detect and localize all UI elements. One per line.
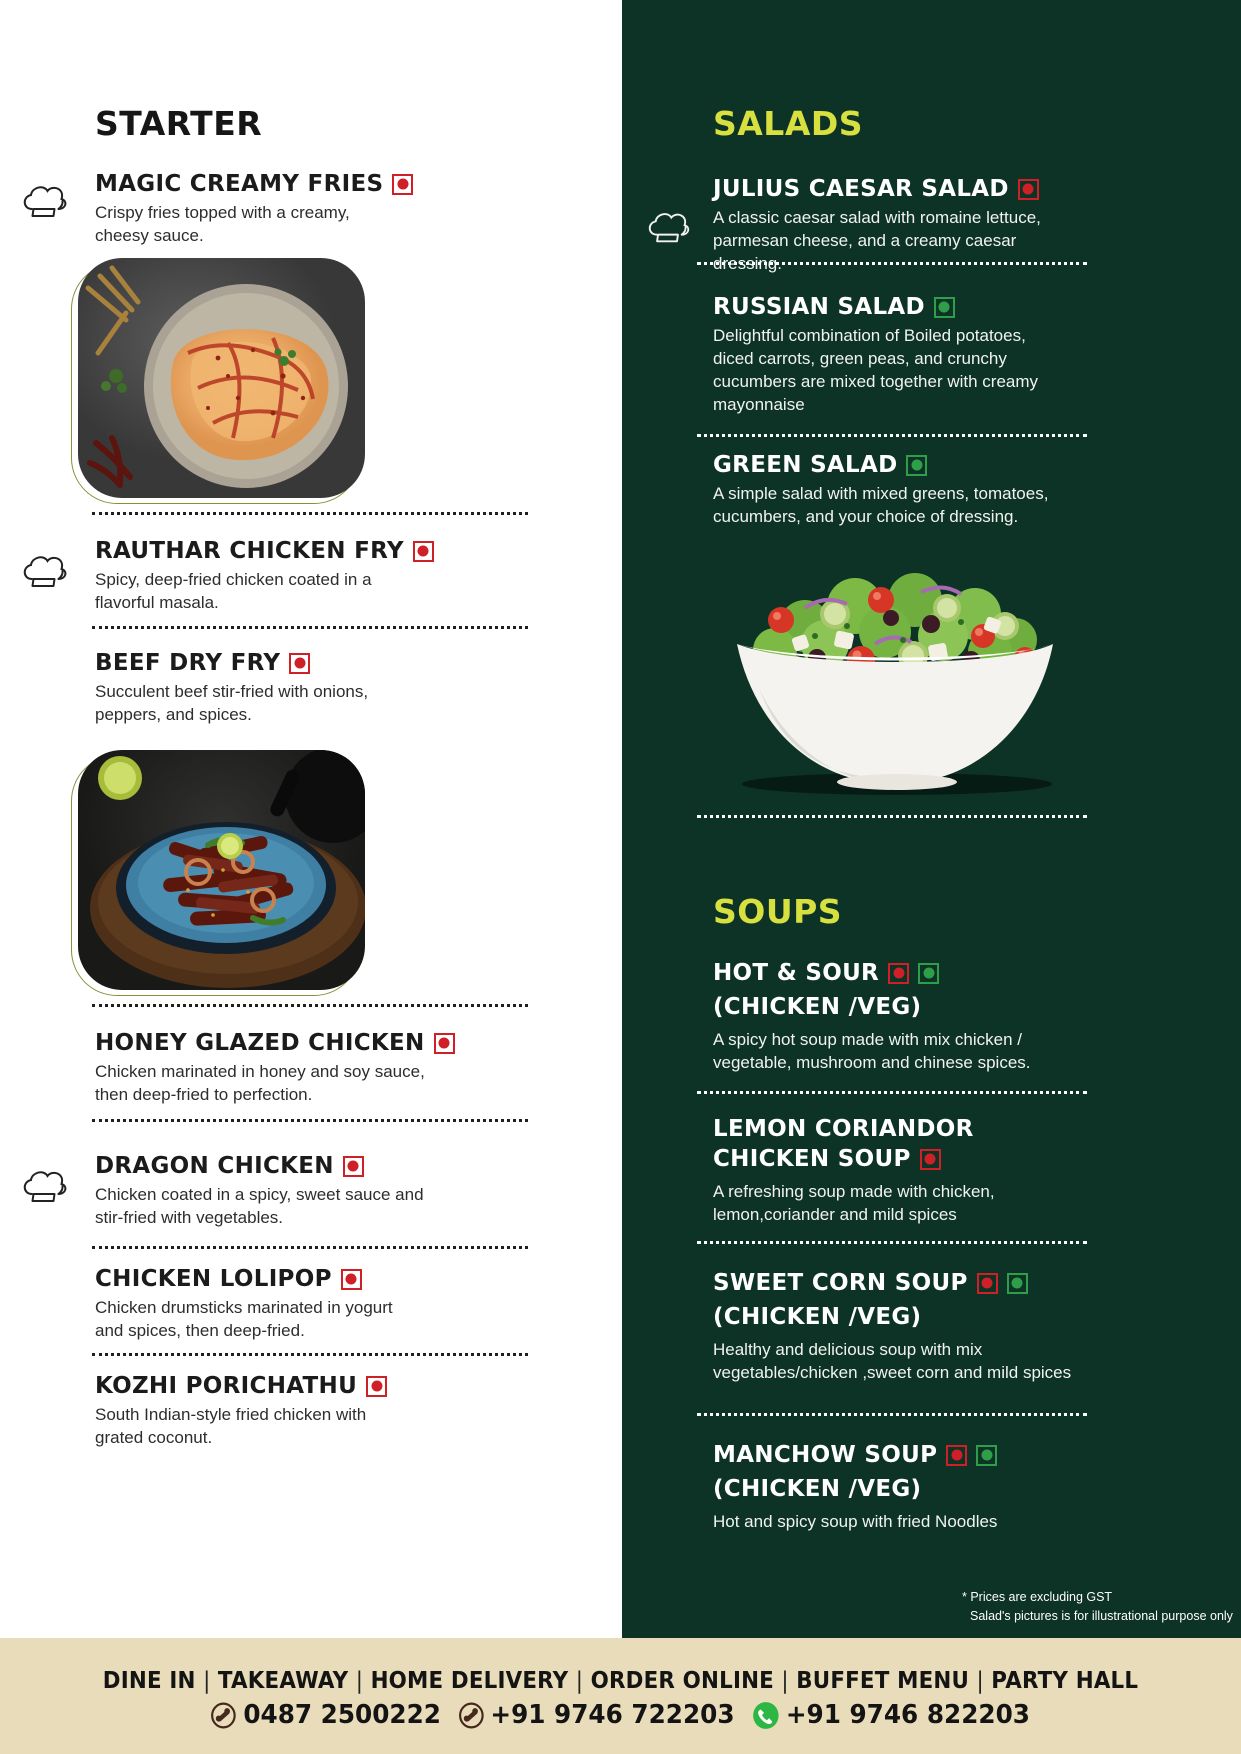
item-name: RUSSIAN SALAD bbox=[713, 294, 925, 320]
item-description: Chicken coated in a spicy, sweet sauce and stir-fried with vegetables. bbox=[95, 1185, 424, 1227]
dotted-separator bbox=[697, 1091, 1087, 1094]
footer-bar bbox=[0, 1638, 1241, 1754]
menu-item-title bbox=[713, 176, 1039, 202]
whatsapp-icon bbox=[752, 1701, 780, 1730]
item-description: A classic caesar salad with romaine lettuce, parmesan cheese, and a creamy caesar dressing. bbox=[713, 208, 1041, 273]
item-description: Chicken marinated in honey and soy sauce, then deep-fried to perfection. bbox=[95, 1062, 425, 1104]
separator: | bbox=[781, 1668, 789, 1694]
service-buffet-menu: BUFFET MENU bbox=[796, 1668, 970, 1694]
phone-entry bbox=[458, 1700, 734, 1730]
menu-item-title bbox=[713, 1442, 997, 1468]
veg-icon bbox=[906, 455, 927, 476]
phone-number: +91 9746 822203 bbox=[785, 1700, 1030, 1730]
item-description: South Indian-style fried chicken with grated coconut. bbox=[95, 1405, 367, 1447]
item-name: RAUTHAR CHICKEN FRY bbox=[95, 538, 404, 564]
dotted-separator bbox=[92, 1119, 528, 1122]
nonveg-icon bbox=[413, 541, 434, 562]
item-name: JULIUS CAESAR SALAD bbox=[713, 176, 1009, 202]
menu-item-title bbox=[713, 452, 927, 478]
item-subtitle: (CHICKEN /VEG) bbox=[713, 1304, 922, 1330]
soups-section-title: SOUPS bbox=[713, 892, 843, 931]
nonveg-icon bbox=[977, 1273, 998, 1294]
services-line bbox=[43, 1668, 1197, 1694]
menu-item-title bbox=[95, 538, 434, 564]
item-name: CHICKEN LOLIPOP bbox=[95, 1266, 332, 1292]
item-subtitle: (CHICKEN /VEG) bbox=[713, 994, 922, 1020]
menu-item-title bbox=[95, 1030, 455, 1056]
phone-icon bbox=[211, 1702, 237, 1729]
separator: | bbox=[203, 1668, 211, 1694]
nonveg-icon bbox=[341, 1269, 362, 1290]
fineprint-line2: Salad's pictures is for illustrational purpose only bbox=[970, 1609, 1233, 1623]
item-name: MAGIC CREAMY FRIES bbox=[95, 171, 384, 197]
item-description: A simple salad with mixed greens, tomatoes, cucumbers, and your choice of dressing. bbox=[713, 484, 1049, 526]
service-dine-in: DINE IN bbox=[102, 1668, 196, 1694]
chef-special-icon bbox=[20, 553, 68, 591]
item-name: HONEY GLAZED CHICKEN bbox=[95, 1030, 425, 1056]
service-takeaway: TAKEAWAY bbox=[217, 1668, 349, 1694]
veg-icon bbox=[1007, 1273, 1028, 1294]
dotted-separator bbox=[697, 1413, 1087, 1416]
item-name: KOZHI PORICHATHU bbox=[95, 1373, 358, 1399]
item-description: Chicken drumsticks marinated in yogurt and spices, then deep-fried. bbox=[95, 1298, 393, 1340]
item-description: A refreshing soup made with chicken, lemon,coriander and mild spices bbox=[713, 1182, 995, 1224]
item-name: SWEET CORN SOUP bbox=[713, 1270, 968, 1296]
dotted-separator bbox=[697, 815, 1087, 818]
dotted-separator bbox=[92, 512, 528, 515]
phone-icon bbox=[458, 1702, 484, 1729]
fineprint-note bbox=[962, 1588, 1233, 1626]
item-description: Succulent beef stir-fried with onions, peppers, and spices. bbox=[95, 682, 369, 724]
nonveg-icon bbox=[888, 963, 909, 984]
dotted-separator bbox=[697, 434, 1087, 437]
salads-section-title: SALADS bbox=[713, 104, 864, 143]
dotted-separator bbox=[92, 1246, 528, 1249]
chef-special-icon bbox=[20, 1168, 68, 1206]
service-home-delivery: HOME DELIVERY bbox=[370, 1668, 569, 1694]
phone-entry bbox=[752, 1700, 1030, 1730]
nonveg-icon bbox=[289, 653, 310, 674]
item-description: Healthy and delicious soup with mix vegetables/chicken ,sweet corn and mild spices bbox=[713, 1340, 1072, 1382]
item-name: LEMON CORIANDOR bbox=[713, 1116, 974, 1142]
menu-item-title bbox=[95, 1373, 387, 1399]
item-name: MANCHOW SOUP bbox=[713, 1442, 938, 1468]
item-subtitle: (CHICKEN /VEG) bbox=[713, 1476, 922, 1502]
item-name: HOT & SOUR bbox=[713, 960, 880, 986]
fineprint-line1: * Prices are excluding GST bbox=[962, 1590, 1113, 1604]
item-name: CHICKEN SOUP bbox=[713, 1146, 911, 1172]
veg-icon bbox=[918, 963, 939, 984]
service-party-hall: PARTY HALL bbox=[991, 1668, 1139, 1694]
dotted-separator bbox=[697, 1241, 1087, 1244]
dotted-separator bbox=[697, 262, 1087, 265]
veg-icon bbox=[934, 297, 955, 318]
nonveg-icon bbox=[434, 1033, 455, 1054]
chef-special-icon bbox=[645, 210, 691, 246]
nonveg-icon bbox=[392, 174, 413, 195]
nonveg-icon bbox=[366, 1376, 387, 1397]
nonveg-icon bbox=[920, 1149, 941, 1170]
menu-item-title bbox=[95, 1153, 364, 1179]
menu-item-title bbox=[95, 171, 413, 197]
nonveg-icon bbox=[946, 1445, 967, 1466]
item-description: Delightful combination of Boiled potatoes, diced carrots, green peas, and crunchy cucumbers are mixed together with creamy mayonnaise bbox=[713, 326, 1039, 414]
veg-icon bbox=[976, 1445, 997, 1466]
chef-special-icon bbox=[20, 183, 68, 221]
item-name: BEEF DRY FRY bbox=[95, 650, 281, 676]
nonveg-icon bbox=[1018, 179, 1039, 200]
starter-section-title: STARTER bbox=[95, 104, 263, 143]
separator: | bbox=[355, 1668, 364, 1694]
separator: | bbox=[575, 1668, 584, 1694]
item-description: Hot and spicy soup with fried Noodles bbox=[713, 1512, 998, 1531]
menu-item-title bbox=[713, 1146, 941, 1172]
item-description: A spicy hot soup made with mix chicken / vegetable, mushroom and chinese spices. bbox=[713, 1030, 1031, 1072]
menu-item-title bbox=[713, 294, 955, 320]
menu-item-title bbox=[95, 650, 310, 676]
phone-entry bbox=[211, 1700, 441, 1730]
phone-number: +91 9746 722203 bbox=[490, 1700, 735, 1730]
dotted-separator bbox=[92, 626, 528, 629]
menu-item-title bbox=[95, 1266, 362, 1292]
menu-item-title bbox=[713, 960, 939, 986]
service-order-online: ORDER ONLINE bbox=[590, 1668, 774, 1694]
phone-numbers-line bbox=[31, 1700, 1210, 1730]
green-salad-photo bbox=[685, 548, 1105, 804]
separator: | bbox=[976, 1668, 984, 1694]
item-description: Crispy fries topped with a creamy, cheesy sauce. bbox=[95, 203, 350, 245]
phone-number: 0487 2500222 bbox=[243, 1700, 441, 1730]
item-name: GREEN SALAD bbox=[713, 452, 898, 478]
dotted-separator bbox=[92, 1353, 528, 1356]
menu-item-title bbox=[713, 1116, 974, 1142]
item-name: DRAGON CHICKEN bbox=[95, 1153, 334, 1179]
dotted-separator bbox=[92, 1004, 528, 1007]
item-description: Spicy, deep-fried chicken coated in a flavorful masala. bbox=[95, 570, 372, 612]
nonveg-icon bbox=[343, 1156, 364, 1177]
menu-item-title bbox=[713, 1270, 1028, 1296]
